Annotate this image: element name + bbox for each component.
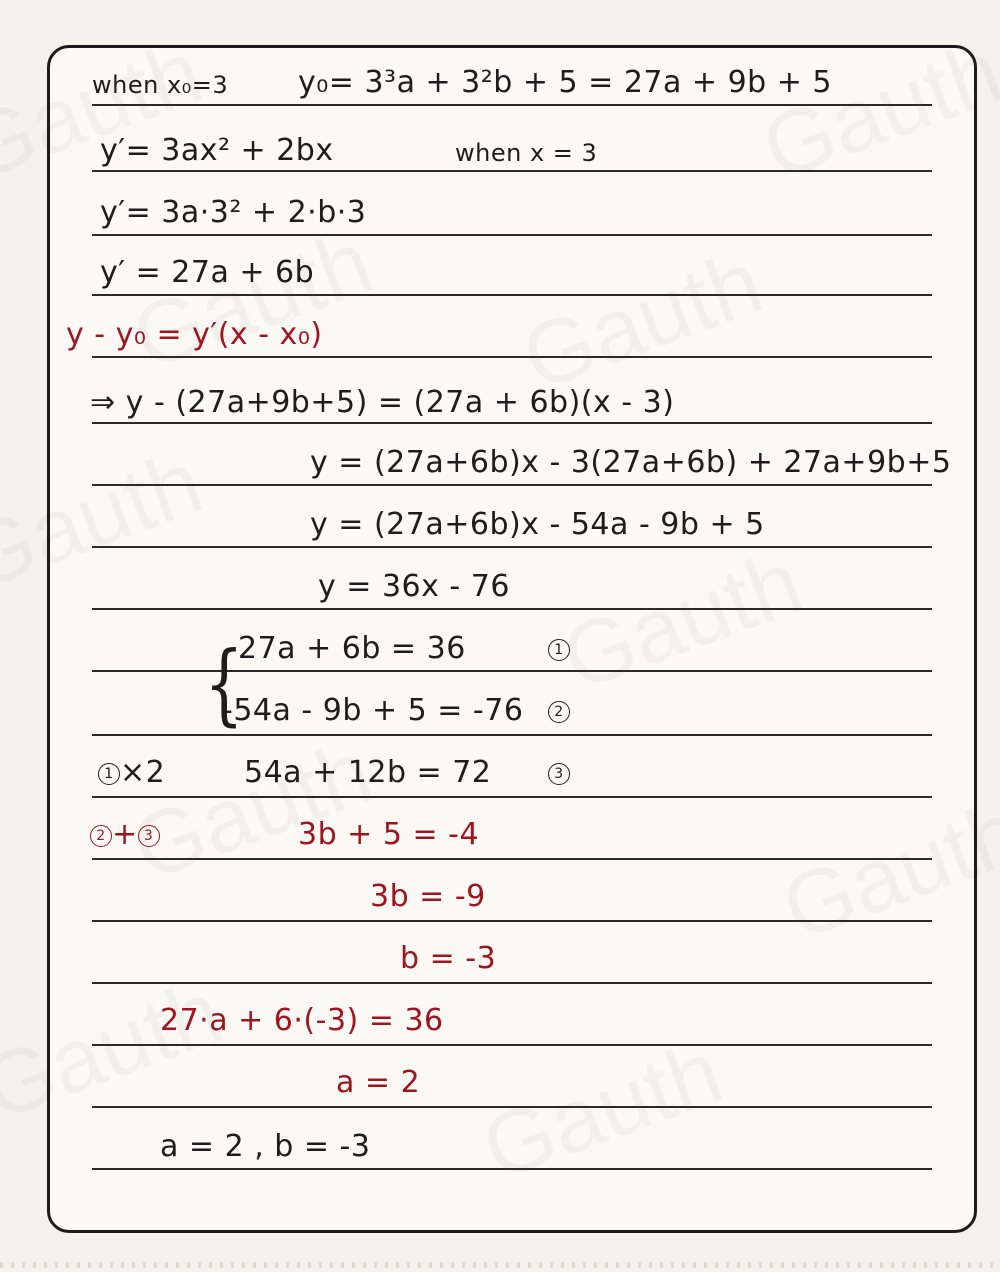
equation-3: 54a + 12b = 72 [244, 755, 492, 790]
sum-equation: 3b + 5 = -4 [298, 817, 480, 852]
ruled-line [92, 982, 932, 984]
derivative-condition: when x = 3 [455, 139, 598, 167]
ruled-line [92, 1106, 932, 1108]
derivative: y′= 3ax² + 2bx [100, 133, 334, 168]
ruled-line [92, 1044, 932, 1046]
ruled-line [92, 1168, 932, 1170]
ruled-line [92, 608, 932, 610]
substitute-b: 27·a + 6·(-3) = 36 [160, 1003, 444, 1038]
step-label-multiply: 1 ×2 [98, 756, 165, 790]
bottom-dotted-edge [0, 1262, 1000, 1268]
ruled-line [92, 294, 932, 296]
solve-b-step: 3b = -9 [370, 879, 486, 914]
function-value: y₀= 3³a + 3²b + 5 = 27a + 9b + 5 [298, 65, 833, 100]
equation-2-marker: 2 [548, 694, 570, 728]
tangent-simplified: y = (27a+6b)x - 54a - 9b + 5 [310, 507, 765, 542]
given-point: when x₀=3 [92, 71, 229, 99]
ruled-line [92, 422, 932, 424]
system-brace: { [204, 632, 244, 735]
ruled-line [92, 104, 932, 106]
ruled-line [92, 796, 932, 798]
b-value: b = -3 [400, 941, 497, 976]
ruled-line [92, 170, 932, 172]
tangent-formula: y - y₀ = y′(x - x₀) [66, 317, 323, 352]
equation-3-marker: 3 [548, 756, 570, 790]
equation-2: -54a - 9b + 5 = -76 [222, 693, 524, 728]
derivative-substitution: y′= 3a·3² + 2·b·3 [100, 195, 367, 230]
equation-1: 27a + 6b = 36 [238, 631, 466, 666]
ruled-line [92, 356, 932, 358]
tangent-expanded: y = (27a+6b)x - 3(27a+6b) + 27a+9b+5 [310, 445, 952, 480]
equation-1-marker: 1 [548, 632, 570, 666]
slope-result: y′ = 27a + 6b [100, 255, 315, 290]
ruled-line [92, 858, 932, 860]
ruled-line [92, 546, 932, 548]
ruled-line [92, 484, 932, 486]
final-answer: a = 2 , b = -3 [160, 1129, 371, 1164]
ruled-line [92, 920, 932, 922]
ruled-line [92, 234, 932, 236]
step-label-add: 2 + 3 [90, 818, 160, 852]
tangent-substituted: ⇒ y - (27a+9b+5) = (27a + 6b)(x - 3) [90, 385, 675, 420]
tangent-given: y = 36x - 76 [318, 569, 510, 604]
a-value: a = 2 [336, 1065, 421, 1100]
